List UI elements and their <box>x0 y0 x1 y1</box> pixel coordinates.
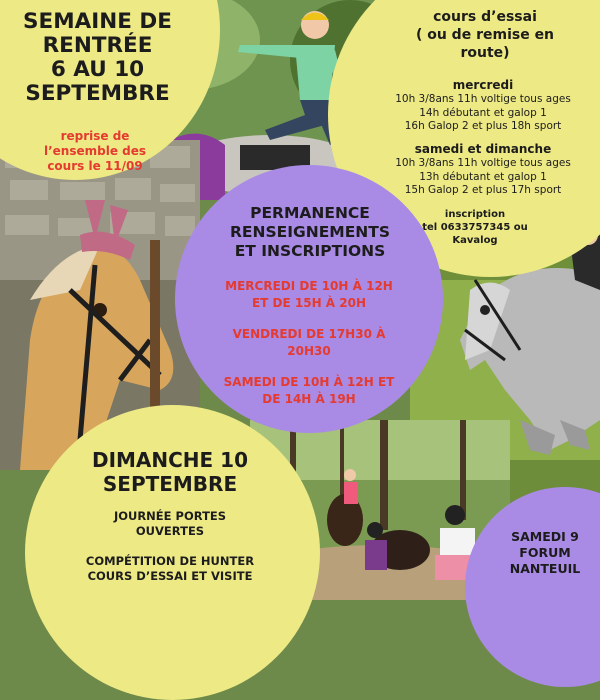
mercredi-line: 10h 3/8ans 11h voltige tous ages <box>395 93 571 105</box>
competition-line: COURS D’ESSAI ET VISITE <box>87 569 253 583</box>
weekend-line: 10h 3/8ans 11h voltige tous ages <box>395 157 571 169</box>
portes-ouvertes-line: OUVERTES <box>135 524 205 538</box>
portes-ouvertes-line: JOURNÉE PORTES <box>113 509 227 523</box>
mercredi-schedule <box>372 78 594 134</box>
slot-line: SAMEDI DE 10H À 12H ET <box>223 375 395 389</box>
weekend-schedule <box>372 142 594 198</box>
slot-line: MERCREDI DE 10H À 12H <box>225 279 393 293</box>
slot-line: ET DE 15H À 20H <box>251 296 367 310</box>
permanence-title-line: PERMANENCE <box>250 204 370 222</box>
reprise-text <box>15 129 175 174</box>
rentree-title-line: SEPTEMBRE <box>25 81 170 106</box>
weekend-line: 13h débutant et galop 1 <box>419 170 547 183</box>
rentree-title <box>0 10 195 106</box>
permanence-title <box>190 204 430 261</box>
weekend-line: 15h Galop 2 et plus 17h sport <box>404 184 562 196</box>
forum-line: SAMEDI 9 <box>511 529 579 544</box>
forum-line: FORUM <box>519 545 571 560</box>
cours-essai-heading-line: route) <box>460 45 510 61</box>
portes-ouvertes <box>50 509 290 539</box>
permanence-slot-mercredi <box>188 278 430 312</box>
cours-essai-heading <box>385 8 585 62</box>
inscription-line: Kavalog <box>452 235 498 246</box>
weekend-label: samedi et dimanche <box>414 142 552 156</box>
permanence-title-line: RENSEIGNEMENTS <box>229 223 391 241</box>
dimanche-title <box>45 448 295 496</box>
reprise-line: l’ensemble des <box>43 144 147 158</box>
rentree-title-line: 6 AU 10 <box>50 57 145 82</box>
forum-line: NANTEUIL <box>509 561 581 576</box>
mercredi-label: mercredi <box>452 78 514 92</box>
permanence-slot-vendredi <box>188 326 430 360</box>
competition-text <box>40 554 300 584</box>
reprise-line: cours le 11/09 <box>47 159 143 173</box>
slot-line: VENDREDI DE 17H30 À <box>232 327 386 341</box>
reprise-line: reprise de <box>60 129 130 143</box>
dimanche-title-line: SEPTEMBRE <box>102 472 238 496</box>
inscription-line: inscription <box>444 209 506 220</box>
competition-line: COMPÉTITION DE HUNTER <box>85 554 255 568</box>
slot-line: 20H30 <box>287 344 331 358</box>
rentree-title-line: RENTRÉE <box>42 33 153 58</box>
cours-essai-heading-line: cours d’essai <box>433 9 537 25</box>
cours-essai-heading-line: ( ou de remise en <box>415 27 555 43</box>
mercredi-line: 14h débutant et galop 1 <box>419 106 547 119</box>
forum-text <box>495 529 595 577</box>
slot-line: DE 14H À 19H <box>262 392 356 406</box>
inscription-line: tel 0633757345 ou <box>422 222 528 233</box>
rentree-title-line: SEMAINE DE <box>23 9 172 34</box>
dimanche-title-line: DIMANCHE 10 <box>91 448 249 472</box>
permanence-title-line: ET INSCRIPTIONS <box>234 242 386 260</box>
permanence-slot-samedi <box>188 374 430 408</box>
mercredi-line: 16h Galop 2 et plus 18h sport <box>404 120 562 132</box>
